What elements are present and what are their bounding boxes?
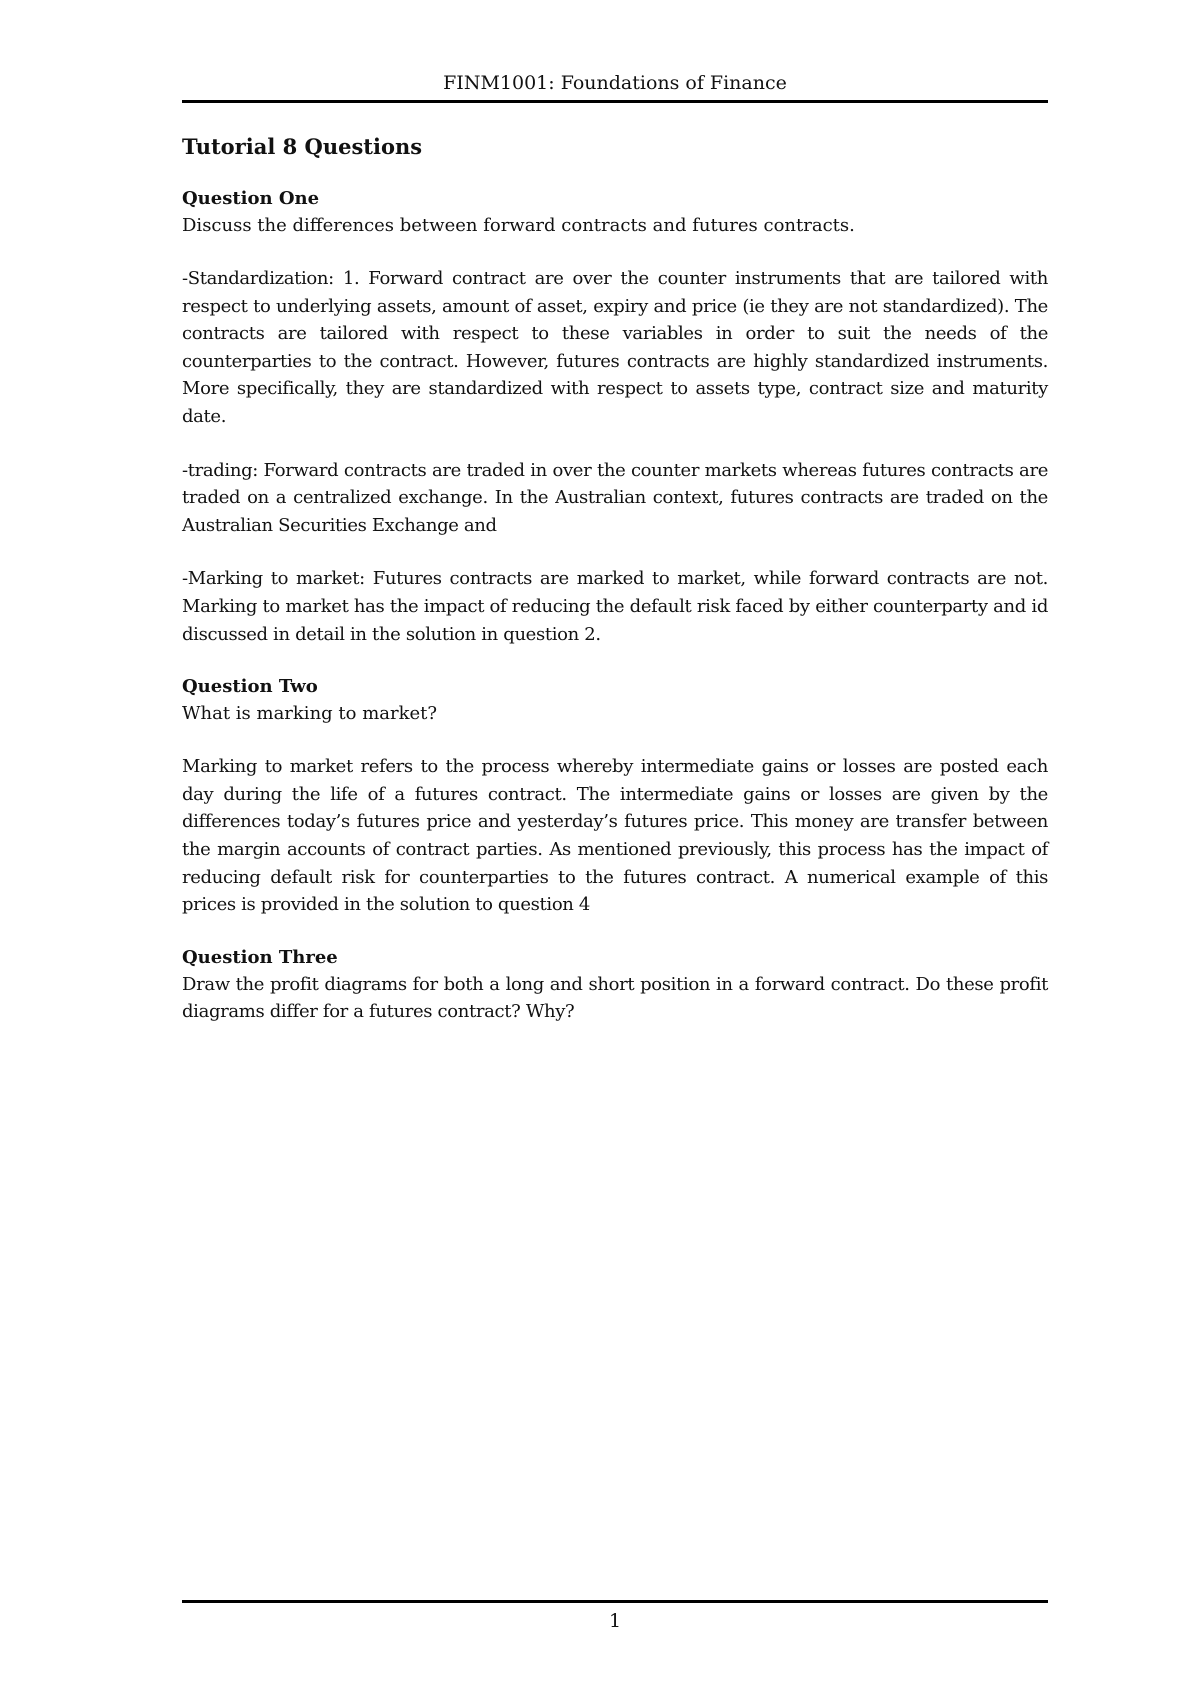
footer-rule — [182, 1600, 1048, 1603]
question-three-prompt: Draw the profit diagrams for both a long and short position in a forward contract. Do these profit diagrams differ for a futures contract? Why? — [182, 973, 1048, 1023]
page-title: Tutorial 8 Questions — [182, 134, 423, 159]
question-two-prompt: What is marking to market? — [182, 703, 438, 725]
page-number: 1 — [608, 1610, 622, 1632]
question-three-heading: Question Three — [182, 946, 338, 968]
question-one-prompt: Discuss the differences between forward contracts and futures contracts. — [182, 215, 855, 236]
answer-marking-to-market-definition: Marking to market refers to the process whereby intermediate gains or losses are posted each day during the life of a futures contract. The intermediate gains or losses are given by the differences today’s futures price and yesterday’s futures price. This money are transfer between the margin accounts of contract parties. As mentioned previously, this process has the impact of reducing default risk for counterparties to the futures contract. A numerical example of this prices is provided in the solution to question 4 — [182, 756, 1048, 916]
question-one-heading: Question One — [182, 188, 320, 209]
answer-marking-to-market: -Marking to market: Futures contracts are marked to market, while forward contracts are not. Marking to market has the impact of reducing the default risk faced by either counterparty and id discussed in detail in the solution in question 2. — [182, 568, 1048, 645]
running-header: FINM1001: Foundations of Finance — [443, 72, 787, 94]
header-rule — [182, 100, 1048, 103]
question-two-heading: Question Two — [182, 676, 318, 698]
answer-standardization: -Standardization: 1. Forward contract are over the counter instruments that are tailored with respect to underlying assets, amount of asset, expiry and price (ie they are not standardized). The contracts are tailored with respect to these variables in order to suit the needs of the counterparties to the contract. However, futures contracts are highly standardized instruments. More specifically, they are standardized with respect to assets type, contract size and maturity date. — [182, 268, 1048, 427]
question-three-section — [182, 945, 1048, 1026]
document-body — [182, 130, 1048, 1052]
question-two-section — [182, 674, 1048, 919]
answer-trading: -trading: Forward contracts are traded in over the counter markets whereas futures contracts are traded on a centralized exchange. In the Australian context, futures contracts are traded on the Australian Securities Exchange and — [182, 459, 1048, 536]
question-one-section — [182, 186, 1048, 648]
